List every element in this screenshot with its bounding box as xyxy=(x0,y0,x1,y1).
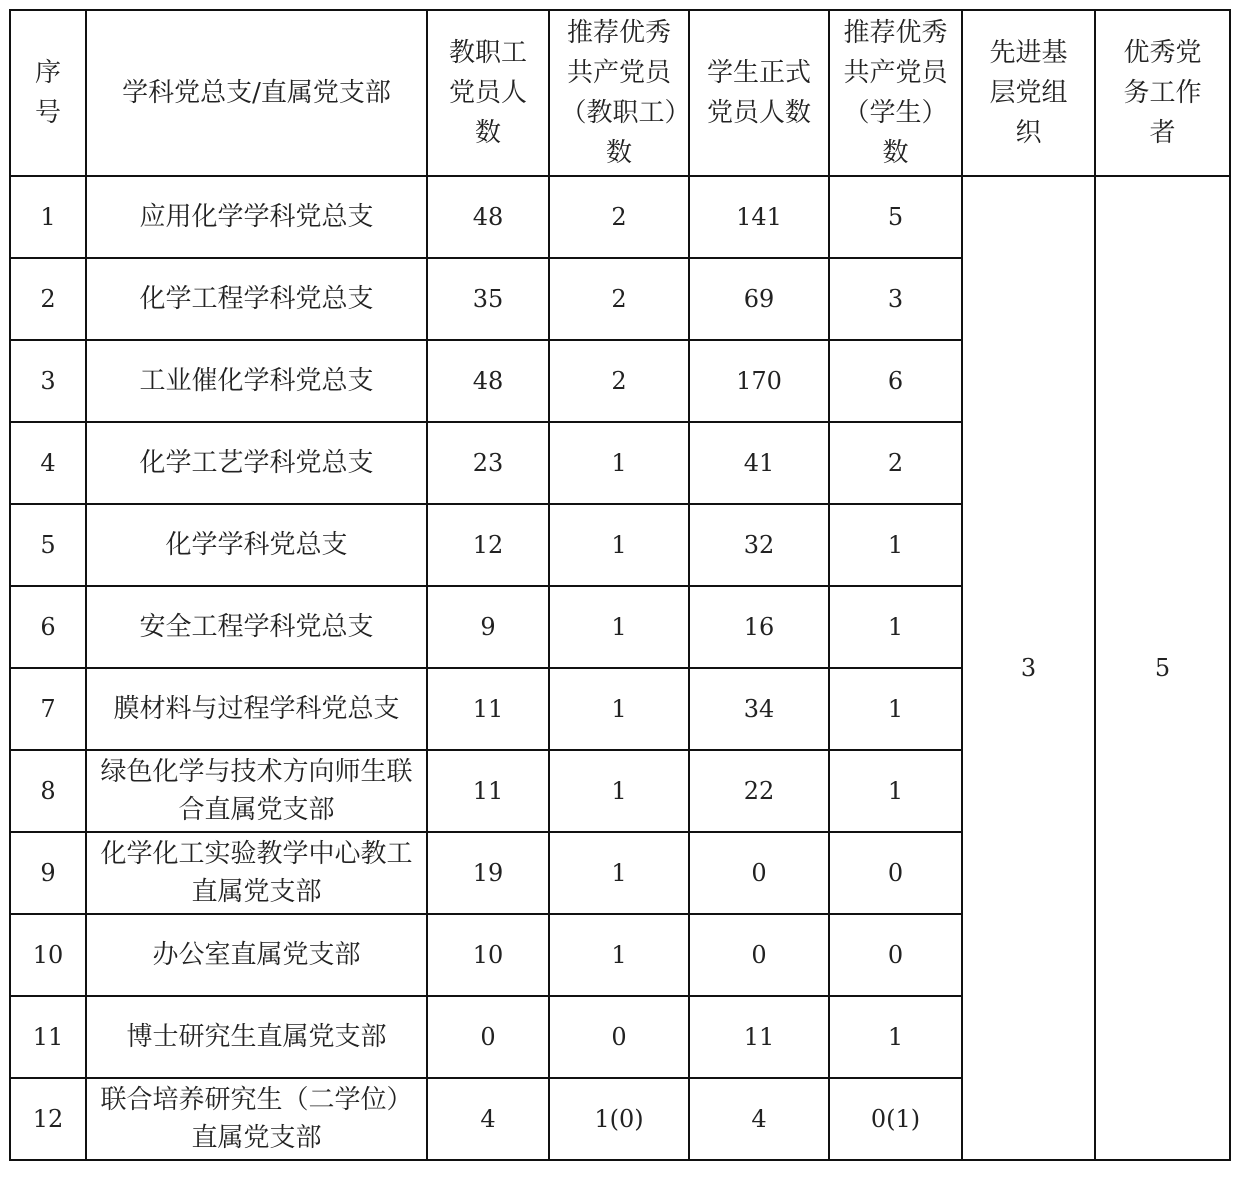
cell-index: 8 xyxy=(10,750,86,832)
header-student-members: 学生正式党员人数 xyxy=(689,10,829,176)
cell-branch: 化学学科党总支 xyxy=(86,504,427,586)
cell-student-recommended: 1 xyxy=(829,996,962,1078)
cell-branch: 化学化工实验教学中心教工直属党支部 xyxy=(86,832,427,914)
cell-branch: 安全工程学科党总支 xyxy=(86,586,427,668)
header-row xyxy=(10,10,1230,176)
cell-branch: 绿色化学与技术方向师生联合直属党支部 xyxy=(86,750,427,832)
header-staff-members: 教职工党员人数 xyxy=(427,10,549,176)
cell-staff-members: 48 xyxy=(427,176,549,258)
cell-index: 9 xyxy=(10,832,86,914)
cell-student-members: 41 xyxy=(689,422,829,504)
cell-student-members: 69 xyxy=(689,258,829,340)
cell-index: 6 xyxy=(10,586,86,668)
cell-staff-recommended: 1 xyxy=(549,422,689,504)
cell-index: 7 xyxy=(10,668,86,750)
cell-staff-recommended: 1 xyxy=(549,668,689,750)
cell-staff-recommended: 1 xyxy=(549,750,689,832)
header-staff-recommended: 推荐优秀共产党员（教职工）数 xyxy=(549,10,689,176)
cell-index: 4 xyxy=(10,422,86,504)
cell-branch: 化学工程学科党总支 xyxy=(86,258,427,340)
cell-staff-members: 4 xyxy=(427,1078,549,1160)
cell-staff-members: 12 xyxy=(427,504,549,586)
cell-student-members: 4 xyxy=(689,1078,829,1160)
cell-student-members: 11 xyxy=(689,996,829,1078)
cell-staff-members: 23 xyxy=(427,422,549,504)
cell-student-recommended: 2 xyxy=(829,422,962,504)
cell-student-recommended: 1 xyxy=(829,504,962,586)
party-branch-table xyxy=(9,9,1231,1161)
header-excellent-worker: 优秀党务工作者 xyxy=(1095,10,1230,176)
cell-index: 2 xyxy=(10,258,86,340)
cell-staff-members: 9 xyxy=(427,586,549,668)
cell-index: 3 xyxy=(10,340,86,422)
cell-branch: 办公室直属党支部 xyxy=(86,914,427,996)
cell-staff-recommended: 2 xyxy=(549,258,689,340)
cell-student-members: 16 xyxy=(689,586,829,668)
cell-branch: 应用化学学科党总支 xyxy=(86,176,427,258)
header-advanced-org: 先进基层党组织 xyxy=(962,10,1095,176)
cell-student-members: 32 xyxy=(689,504,829,586)
cell-student-recommended: 3 xyxy=(829,258,962,340)
cell-student-recommended: 1 xyxy=(829,586,962,668)
cell-student-recommended: 0 xyxy=(829,914,962,996)
cell-index: 12 xyxy=(10,1078,86,1160)
cell-branch: 博士研究生直属党支部 xyxy=(86,996,427,1078)
cell-index: 5 xyxy=(10,504,86,586)
cell-student-recommended: 0(1) xyxy=(829,1078,962,1160)
cell-staff-recommended: 2 xyxy=(549,340,689,422)
cell-student-recommended: 0 xyxy=(829,832,962,914)
cell-branch: 工业催化学科党总支 xyxy=(86,340,427,422)
cell-staff-members: 19 xyxy=(427,832,549,914)
cell-student-recommended: 6 xyxy=(829,340,962,422)
cell-staff-recommended: 1 xyxy=(549,504,689,586)
cell-index: 11 xyxy=(10,996,86,1078)
cell-student-members: 141 xyxy=(689,176,829,258)
cell-student-members: 22 xyxy=(689,750,829,832)
cell-advanced-org-total: 3 xyxy=(962,176,1095,1160)
cell-student-members: 0 xyxy=(689,832,829,914)
header-index: 序号 xyxy=(10,10,86,176)
cell-staff-members: 10 xyxy=(427,914,549,996)
cell-student-recommended: 1 xyxy=(829,750,962,832)
cell-staff-members: 11 xyxy=(427,750,549,832)
cell-student-recommended: 5 xyxy=(829,176,962,258)
cell-excellent-worker-total: 5 xyxy=(1095,176,1230,1160)
cell-staff-recommended: 1(0) xyxy=(549,1078,689,1160)
cell-staff-recommended: 2 xyxy=(549,176,689,258)
header-branch: 学科党总支/直属党支部 xyxy=(86,10,427,176)
cell-student-members: 0 xyxy=(689,914,829,996)
cell-branch: 化学工艺学科党总支 xyxy=(86,422,427,504)
cell-staff-recommended: 1 xyxy=(549,586,689,668)
cell-index: 10 xyxy=(10,914,86,996)
table-row xyxy=(10,176,1230,258)
cell-staff-members: 48 xyxy=(427,340,549,422)
cell-student-members: 34 xyxy=(689,668,829,750)
cell-staff-members: 11 xyxy=(427,668,549,750)
cell-staff-recommended: 1 xyxy=(549,914,689,996)
cell-branch: 膜材料与过程学科党总支 xyxy=(86,668,427,750)
cell-staff-recommended: 1 xyxy=(549,832,689,914)
cell-student-recommended: 1 xyxy=(829,668,962,750)
cell-staff-members: 35 xyxy=(427,258,549,340)
header-student-recommended: 推荐优秀共产党员（学生）数 xyxy=(829,10,962,176)
cell-student-members: 170 xyxy=(689,340,829,422)
cell-staff-members: 0 xyxy=(427,996,549,1078)
cell-branch: 联合培养研究生（二学位）直属党支部 xyxy=(86,1078,427,1160)
cell-staff-recommended: 0 xyxy=(549,996,689,1078)
cell-index: 1 xyxy=(10,176,86,258)
